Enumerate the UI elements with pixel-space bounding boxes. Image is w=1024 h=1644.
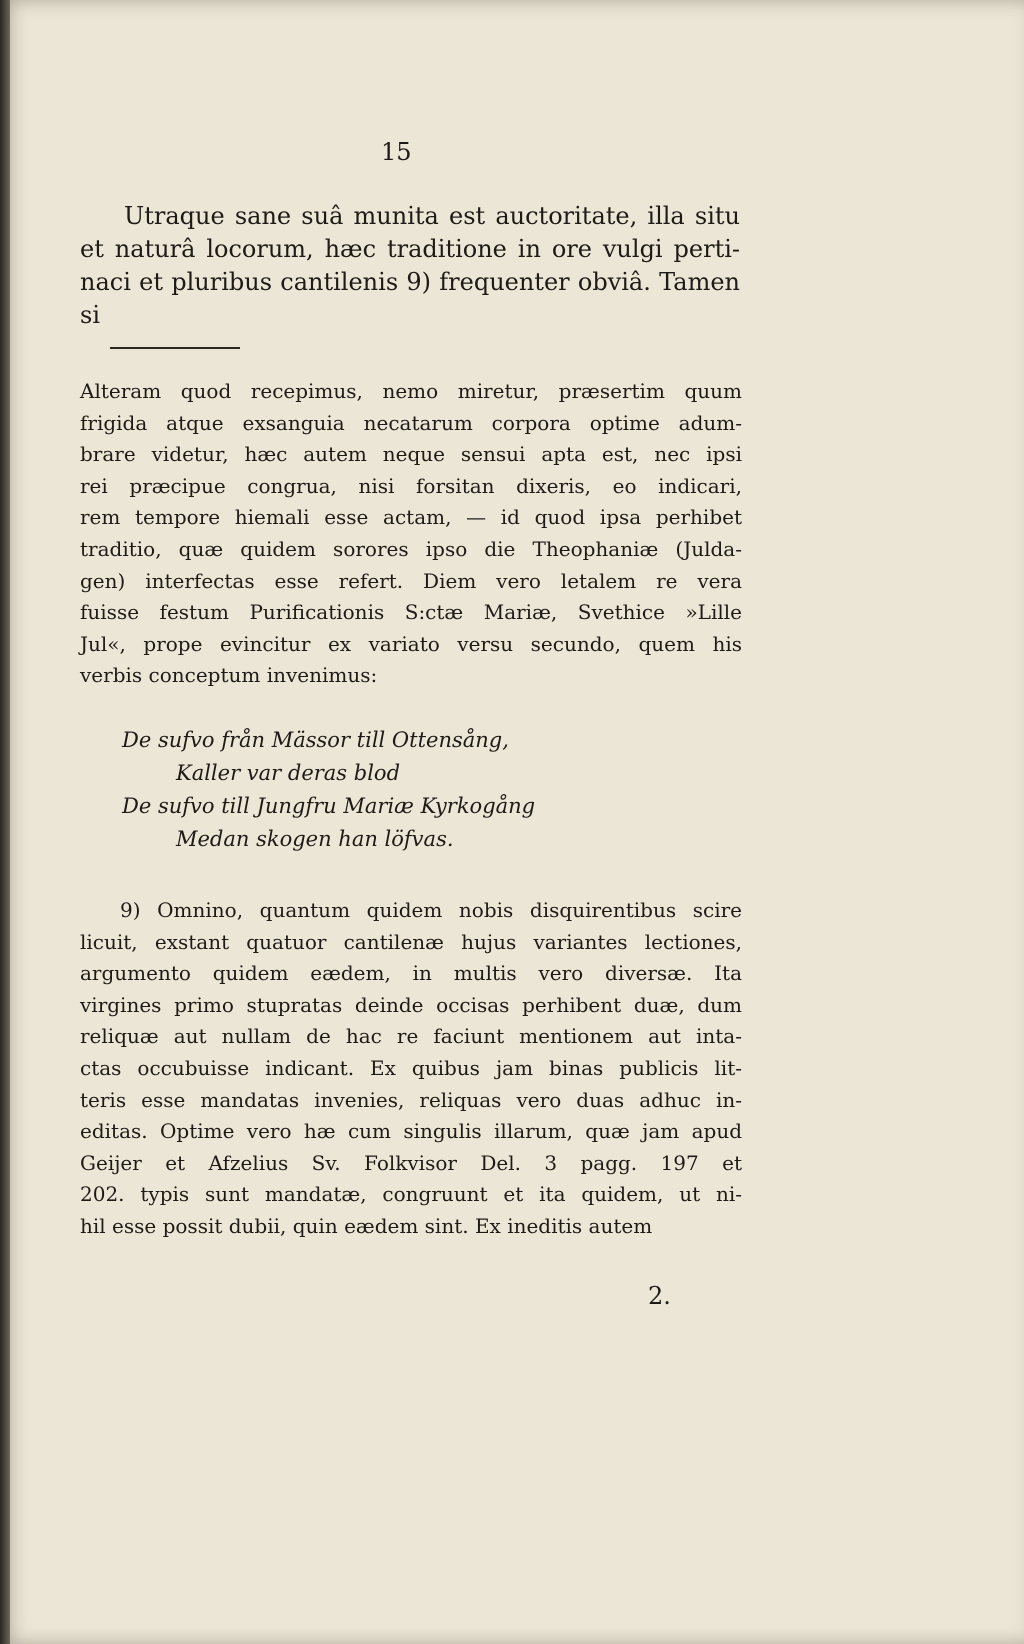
footnote-line: 9) Omnino, quantum quidem nobis disquirentibus scire bbox=[120, 898, 742, 922]
footnote-line: verbis conceptum invenimus: bbox=[80, 663, 378, 688]
footnote-line: rem tempore hiemali esse actam, — id quod ipsa perhibet bbox=[80, 505, 742, 530]
footnote-line: rei præcipue congrua, nisi forsitan dixeris, eo indicari, bbox=[80, 473, 742, 498]
footnote-line: virgines primo stupratas deinde occisas perhibent duæ, dum bbox=[80, 992, 742, 1017]
footnote-line: brare videtur, hæc autem neque sensui apta est, nec ipsi bbox=[80, 442, 742, 467]
poem-line: De sufvo till Jungfru Mariæ Kyrkogång bbox=[122, 794, 536, 818]
main-text bbox=[80, 200, 740, 332]
footnote-line: teris esse mandatas invenies, reliquas vero duas adhuc in- bbox=[80, 1087, 742, 1112]
footnote-line: argumento quidem eædem, in multis vero diversæ. Ita bbox=[80, 961, 742, 986]
main-text-line: et naturâ locorum, hæc traditione in ore vulgi perti- bbox=[80, 235, 740, 263]
footnote-line: reliquæ aut nullam de hac re faciunt mentionem aut inta- bbox=[80, 1024, 742, 1049]
footnote-line: 202. typis sunt mandatæ, congruunt et ita quidem, ut ni- bbox=[80, 1182, 742, 1207]
footnote-line: frigida atque exsanguia necatarum corpora optime adum- bbox=[80, 410, 742, 435]
footnote-line: traditio, quæ quidem sorores ipso die Theophaniæ (Julda- bbox=[80, 536, 742, 561]
footnote-line: Jul«, prope evincitur ex variato versu secundo, quem his bbox=[80, 631, 742, 656]
footnote-line: Alteram quod recepimus, nemo miretur, præsertim quum bbox=[80, 379, 742, 403]
main-text-line: naci et pluribus cantilenis 9) frequenter obviâ. Tamen si bbox=[80, 268, 740, 329]
footnote-line: Geijer et Afzelius Sv. Folkvisor Del. 3 pagg. 197 et bbox=[80, 1150, 742, 1175]
footnote-line: gen) interfectas esse refert. Diem vero letalem re vera bbox=[80, 568, 742, 593]
footnote-line: editas. Optime vero hæ cum singulis illarum, quæ jam apud bbox=[80, 1119, 742, 1144]
main-text-line: Utraque sane suâ munita est auctoritate, illa situ bbox=[124, 202, 740, 230]
poem-line: De sufvo från Mässor till Ottensång, bbox=[122, 728, 509, 752]
poem-line: Medan skogen han löfvas. bbox=[176, 827, 454, 851]
footnote-line: hil esse possit dubii, quin eædem sint. Ex ineditis autem bbox=[80, 1213, 653, 1238]
footnote-line: licuit, exstant quatuor cantilenæ hujus variantes lectiones, bbox=[80, 929, 742, 954]
footnote-continuation bbox=[80, 376, 742, 692]
footnote-9 bbox=[80, 895, 742, 1243]
footnote-line: ctas occubuisse indicant. Ex quibus jam binas publicis lit- bbox=[80, 1055, 742, 1080]
footnote-line: fuisse festum Purificationis S:ctæ Mariæ, Svethice »Lille bbox=[80, 600, 742, 625]
poem-line: Kaller var deras blod bbox=[176, 761, 401, 785]
footnote-separator-rule bbox=[110, 347, 240, 349]
catchword: 2. bbox=[648, 1282, 671, 1310]
page-spine-shadow bbox=[0, 0, 10, 1644]
page-number: 15 bbox=[381, 138, 412, 166]
